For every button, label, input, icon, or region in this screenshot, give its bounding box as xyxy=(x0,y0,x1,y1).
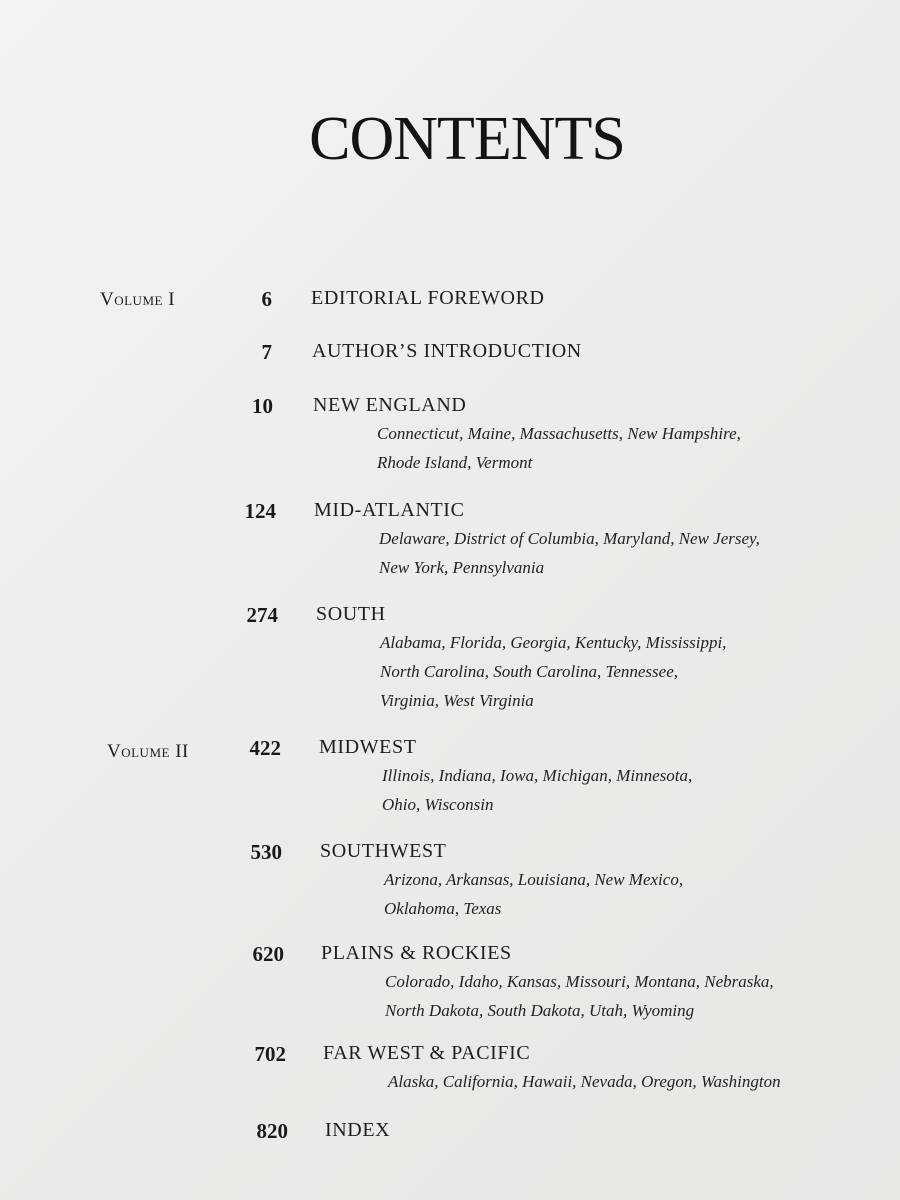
state-line: Alabama, Florida, Georgia, Kentucky, Mississippi, xyxy=(380,633,727,652)
page-number: 274 xyxy=(246,603,278,627)
state-line: Arizona, Arkansas, Louisiana, New Mexico, xyxy=(384,870,684,889)
page-number: 124 xyxy=(244,499,276,523)
state-line: Virginia, West Virginia xyxy=(380,691,534,710)
state-line: Oklahoma, Texas xyxy=(384,899,502,918)
section-title: MID-ATLANTIC xyxy=(314,499,465,521)
state-line: Delaware, District of Columbia, Maryland, New Jersey, xyxy=(379,529,760,548)
page-number: 820 xyxy=(256,1119,288,1143)
state-line: Ohio, Wisconsin xyxy=(382,795,494,814)
state-line: Alaska, California, Hawaii, Nevada, Oregon, Washington xyxy=(388,1072,781,1091)
section-title: INDEX xyxy=(325,1119,391,1141)
section-title: PLAINS & ROCKIES xyxy=(321,942,512,964)
state-line: New York, Pennsylvania xyxy=(379,558,545,577)
section-title: EDITORIAL FOREWORD xyxy=(311,287,545,309)
state-list xyxy=(377,419,741,477)
page-number: 7 xyxy=(261,340,272,364)
page-number: 530 xyxy=(250,840,282,864)
state-list xyxy=(382,761,692,819)
section-title: FAR WEST & PACIFIC xyxy=(323,1042,531,1064)
volume-label: Volume I xyxy=(100,289,176,310)
state-line: North Dakota, South Dakota, Utah, Wyoming xyxy=(385,1001,695,1020)
section-title: NEW ENGLAND xyxy=(313,394,467,416)
page-number: 10 xyxy=(252,394,273,418)
state-list xyxy=(384,865,683,923)
section-title: SOUTH xyxy=(316,603,386,625)
volume-label: Volume II xyxy=(107,741,189,762)
page-title: CONTENTS xyxy=(309,105,625,173)
state-line: Rhode Island, Vermont xyxy=(377,453,533,472)
section-title: SOUTHWEST xyxy=(320,840,447,862)
state-list xyxy=(380,628,726,715)
state-line: Illinois, Indiana, Iowa, Michigan, Minnesota, xyxy=(382,766,693,785)
page-number: 620 xyxy=(252,942,284,966)
state-line: Connecticut, Maine, Massachusetts, New Hampshire, xyxy=(377,424,741,443)
state-list xyxy=(379,524,760,582)
state-list xyxy=(388,1067,781,1096)
section-title: AUTHOR’S INTRODUCTION xyxy=(312,340,582,362)
page-number: 422 xyxy=(249,736,281,760)
state-line: Colorado, Idaho, Kansas, Missouri, Montana, Nebraska, xyxy=(385,972,774,991)
section-title: MIDWEST xyxy=(319,736,417,758)
state-line: North Carolina, South Carolina, Tennessee, xyxy=(380,662,678,681)
page-number: 702 xyxy=(254,1042,286,1066)
page-number: 6 xyxy=(261,287,272,311)
state-list xyxy=(385,967,774,1025)
